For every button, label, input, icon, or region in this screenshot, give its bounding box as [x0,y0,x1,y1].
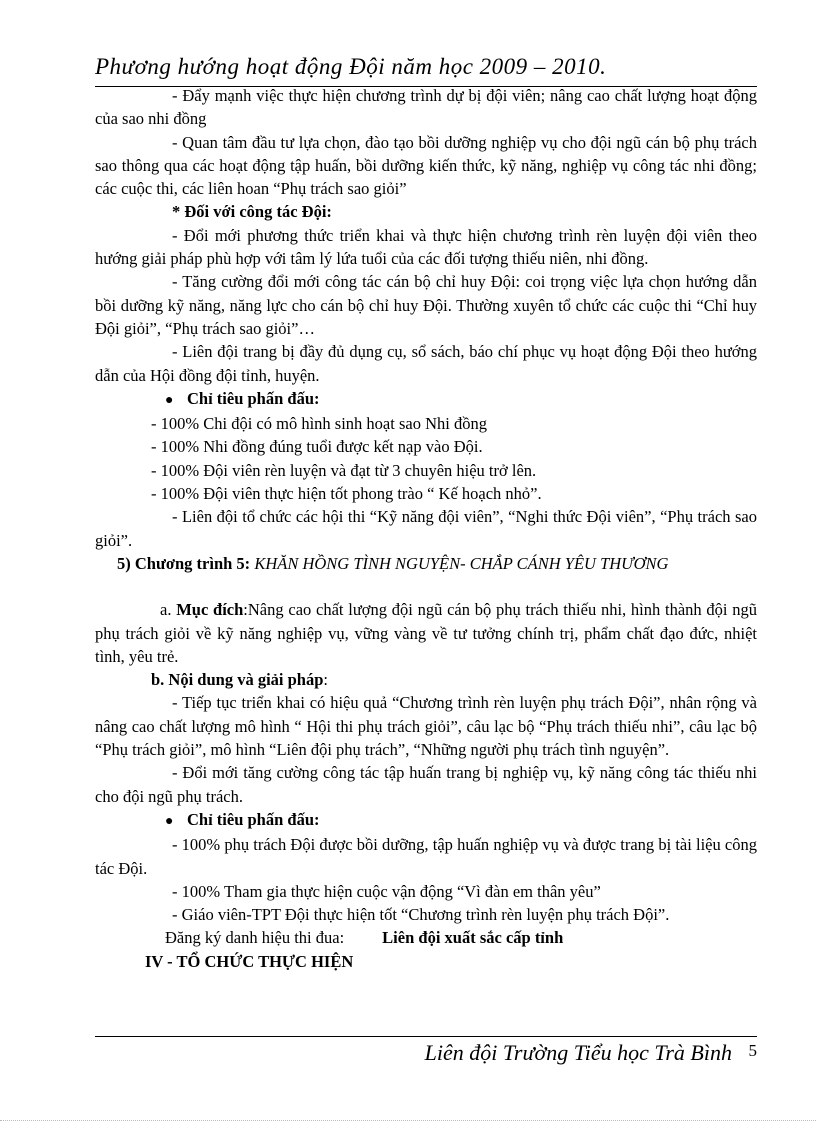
page-footer [95,1036,757,1065]
list-item: - 100% Tham gia thực hiện cuộc vận động “Vì đàn em thân yêu” [172,881,601,901]
paragraph: - Đẩy mạnh việc thực hiện chương trình dự bị đội viên; nâng cao chất lượng hoạt động của sao nhi đồng [95,86,757,129]
bullet-heading-text: Chỉ tiêu phấn đấu: [187,388,320,408]
list-item: - Giáo viên-TPT Đội thực hiện tốt “Chương trình rèn luyện phụ trách Đội”. [172,905,670,925]
program-heading [95,552,757,575]
bullet-icon: ● [165,813,174,829]
bullet-heading-text: Chỉ tiêu phấn đấu: [187,809,320,829]
paragraph: - Tiếp tục triển khai có hiệu quả “Chương trình rèn luyện phụ trách Đội”, nhân rộng và nâng cao chất lượng mô hình “ Hội thi phụ trách giỏi”, câu lạc bộ “Phụ trách thiếu nhi”, câu lạc bộ “Phụ trách giỏi”, mô hình “Liên đội phụ trách”, “Những người phụ trách tình nguyện”. [95,693,757,760]
paragraph: - Tăng cường đổi mới công tác cán bộ chỉ huy Đội: coi trọng việc lựa chọn hướng dẫn bồi dưỡng kỹ năng, năng lực cho cán bộ chỉ huy Đội. Thường xuyên tổ chức các cuộc thi “Chỉ huy Đội giỏi”, “Phụ trách sao giỏi”… [95,272,757,338]
purpose-text: :Nâng cao chất lượng đội ngũ cán bộ phụ trách thiếu nhi, hình thành đội ngũ phụ trách giỏi về kỹ năng nghiệp vụ, vững vàng về tư tưởng chính trị, phẩm chất đạo đức, nhiệt tình, yêu trẻ. [95,600,757,666]
list-item: - 100% Đội viên rèn luyện và đạt từ 3 chuyên hiệu trở lên. [151,460,537,480]
registration-label: Đăng ký danh hiệu thi đua: [165,928,345,948]
content-colon: : [323,670,328,690]
bullet-icon: ● [165,392,174,408]
purpose-prefix: a. [160,600,172,620]
list-item: - 100% Chi đội có mô hình sinh hoạt sao Nhi đồng [151,414,487,434]
section-iv-text: IV - TỔ CHỨC THỰC HIỆN [145,951,354,971]
registration-value: Liên đội xuất sắc cấp tỉnh [382,928,564,948]
list-item: - Liên đội tổ chức các hội thi “Kỹ năng đội viên”, “Nghi thức Đội viên”, “Phụ trách sao giỏi”. [95,507,757,550]
list-item: - 100% phụ trách Đội được bồi dưỡng, tập huấn nghiệp vụ và được trang bị tài liệu công tác Đội. [95,835,757,878]
header-title: Phương hướng hoạt động Đội năm học 2009 – 2010. [95,54,607,79]
program-title: KHĂN HỒNG TÌNH NGUYỆN- CHẮP CÁNH YÊU THƯƠNG [254,553,669,573]
spacer [95,575,757,598]
bullet-heading [95,387,757,412]
paragraph: - Đổi mới phương thức triển khai và thực hiện chương trình rèn luyện đội viên theo hướng giải pháp phù hợp với tâm lý lứa tuổi của các đối tượng thiếu niên, nhi đồng. [95,225,757,269]
footer-text: Liên đội Trường Tiểu học Trà Bình [424,1040,732,1065]
purpose-paragraph [95,598,757,668]
section-heading [95,200,757,223]
paragraph: - Đổi mới tăng cường công tác tập huấn trang bị nghiệp vụ, kỹ năng công tác thiếu nhi cho đội ngũ phụ trách. [95,763,757,806]
document-body [95,84,757,973]
list-item: - 100% Đội viên thực hiện tốt phong trào “ Kế hoạch nhỏ”. [151,484,542,504]
section-iv-heading [95,950,757,973]
page-number: 5 [748,1041,757,1060]
page-bottom-divider [0,1120,816,1121]
content-heading [95,668,757,691]
program-number: 5) Chương trình 5: [117,553,251,573]
heading-text: * Đối với công tác Đội: [172,202,332,222]
page-header [95,52,757,87]
purpose-label: Mục đích [176,600,244,620]
paragraph: - Quan tâm đầu tư lựa chọn, đào tạo bồi dưỡng nghiệp vụ cho đội ngũ cán bộ phụ trách sao thông qua các hoạt động tập huấn, bồi dưỡng kiến thức, kỹ năng, nghiệp vụ công tác nhi đồng; các cuộc thi, các liên hoan “Phụ trách sao giỏi” [95,132,757,199]
registration-line [95,926,757,949]
content-label: b. Nội dung và giải pháp [151,670,324,690]
list-item: - 100% Nhi đồng đúng tuổi được kết nạp vào Đội. [151,437,483,457]
paragraph: - Liên đội trang bị đầy đủ dụng cụ, sổ sách, báo chí phục vụ hoạt động Đội theo hướng dẫn của Hội đồng đội tỉnh, huyện. [95,342,757,385]
bullet-heading [95,808,757,833]
